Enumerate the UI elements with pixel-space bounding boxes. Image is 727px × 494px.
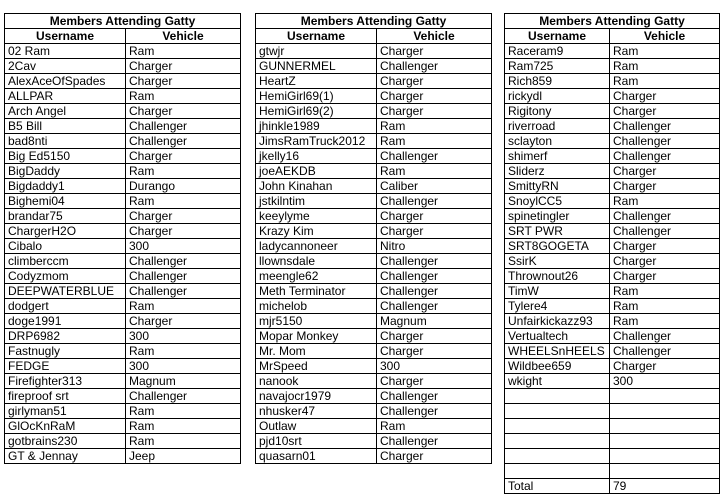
vehicle-cell: Ram [610, 74, 720, 89]
vehicle-cell: Magnum [377, 314, 492, 329]
table-row [256, 404, 492, 419]
vehicle-cell: Ram [126, 404, 241, 419]
vehicle-cell: Ram [126, 419, 241, 434]
username-cell: SsirK [505, 254, 610, 269]
vehicle-cell: Ram [126, 44, 241, 59]
table-title: Members Attending Gatty [5, 14, 241, 29]
table-row [505, 194, 720, 209]
attendance-table-2 [255, 13, 492, 464]
vehicle-cell: Challenger [377, 434, 492, 449]
table-row [505, 389, 720, 404]
attendance-table-1 [4, 13, 241, 464]
username-cell: nanook [256, 374, 377, 389]
username-cell: Rich859 [505, 74, 610, 89]
table-row [505, 164, 720, 179]
table-row [505, 434, 720, 449]
username-cell: dodgert [5, 299, 126, 314]
vehicle-cell [610, 449, 720, 464]
username-cell: Firefighter313 [5, 374, 126, 389]
table-row [505, 299, 720, 314]
username-cell [505, 434, 610, 449]
username-cell: doge1991 [5, 314, 126, 329]
vehicle-cell: Nitro [377, 239, 492, 254]
total-label: Total [505, 479, 610, 494]
username-cell: jhinkle1989 [256, 119, 377, 134]
username-cell: B5 Bill [5, 119, 126, 134]
total-value: 79 [610, 479, 720, 494]
username-cell: ALLPAR [5, 89, 126, 104]
username-cell: Outlaw [256, 419, 377, 434]
vehicle-cell: Challenger [126, 119, 241, 134]
vehicle-cell: Charger [377, 374, 492, 389]
username-cell: SnoylCC5 [505, 194, 610, 209]
username-cell: Bighemi04 [5, 194, 126, 209]
table-row [256, 329, 492, 344]
vehicle-cell: Ram [377, 119, 492, 134]
table-row [256, 209, 492, 224]
table-row [5, 404, 241, 419]
username-cell: jkelly16 [256, 149, 377, 164]
vehicle-cell: Charger [126, 314, 241, 329]
table-title: Members Attending Gatty [505, 14, 720, 29]
username-cell: HemiGirl69(2) [256, 104, 377, 119]
username-cell: Bigdaddy1 [5, 179, 126, 194]
table-body [5, 44, 241, 464]
username-cell: Rigitony [505, 104, 610, 119]
table-row [5, 44, 241, 59]
table-row [505, 284, 720, 299]
vehicle-cell: Ram [610, 314, 720, 329]
username-cell: DRP6982 [5, 329, 126, 344]
table-body [256, 44, 492, 464]
username-cell: mjr5150 [256, 314, 377, 329]
username-cell: Krazy Kim [256, 224, 377, 239]
username-cell: jstkilntim [256, 194, 377, 209]
username-cell: Tylere4 [505, 299, 610, 314]
vehicle-cell: Ram [126, 434, 241, 449]
username-cell: ladycannoneer [256, 239, 377, 254]
vehicle-cell: Ram [377, 419, 492, 434]
table-row [5, 269, 241, 284]
vehicle-cell: 300 [377, 359, 492, 374]
username-cell: spinetingler [505, 209, 610, 224]
username-cell: SRT8GOGETA [505, 239, 610, 254]
vehicle-cell: Charger [126, 149, 241, 164]
username-cell: bad8nti [5, 134, 126, 149]
vehicle-cell: Magnum [126, 374, 241, 389]
vehicle-cell: Charger [610, 89, 720, 104]
username-cell: wkight [505, 374, 610, 389]
vehicle-cell [610, 389, 720, 404]
table-row [5, 284, 241, 299]
vehicle-cell: Charger [126, 104, 241, 119]
table-row [256, 239, 492, 254]
vehicle-cell: 300 [610, 374, 720, 389]
username-cell: brandar75 [5, 209, 126, 224]
table-row [505, 404, 720, 419]
column-header-username: Username [256, 29, 377, 44]
username-cell [505, 449, 610, 464]
vehicle-cell: Charger [610, 269, 720, 284]
username-cell: Big Ed5150 [5, 149, 126, 164]
table-row [5, 209, 241, 224]
table-row [505, 104, 720, 119]
table-row [5, 314, 241, 329]
vehicle-cell: Challenger [377, 149, 492, 164]
table-row [256, 344, 492, 359]
vehicle-cell: Challenger [126, 134, 241, 149]
table-row [256, 449, 492, 464]
vehicle-cell: Charger [377, 89, 492, 104]
vehicle-cell: 300 [126, 329, 241, 344]
username-cell: DEEPWATERBLUE [5, 284, 126, 299]
username-cell: Unfairkickazz93 [505, 314, 610, 329]
table-row [505, 314, 720, 329]
table-row [5, 449, 241, 464]
username-cell: SRT PWR [505, 224, 610, 239]
username-cell: sclayton [505, 134, 610, 149]
vehicle-cell: Charger [610, 164, 720, 179]
vehicle-cell: Charger [610, 239, 720, 254]
vehicle-cell: Caliber [377, 179, 492, 194]
table-row [505, 74, 720, 89]
vehicle-cell: Challenger [377, 194, 492, 209]
username-cell: Codyzmom [5, 269, 126, 284]
table-row [505, 44, 720, 59]
username-cell: John Kinahan [256, 179, 377, 194]
table-row [256, 254, 492, 269]
table-row [5, 119, 241, 134]
table-row [505, 149, 720, 164]
table-row [505, 464, 720, 479]
table-row [5, 59, 241, 74]
username-cell: FEDGE [5, 359, 126, 374]
table-row [256, 224, 492, 239]
username-cell: gtwjr [256, 44, 377, 59]
vehicle-cell: Challenger [377, 299, 492, 314]
vehicle-cell: Challenger [377, 254, 492, 269]
username-cell: quasarn01 [256, 449, 377, 464]
table-row [505, 89, 720, 104]
vehicle-cell: Ram [610, 44, 720, 59]
vehicle-cell: Ram [126, 344, 241, 359]
username-cell: pjd10srt [256, 434, 377, 449]
table-row [256, 179, 492, 194]
table-row [505, 239, 720, 254]
vehicle-cell: Challenger [610, 149, 720, 164]
username-cell [505, 419, 610, 434]
username-cell: navajocr1979 [256, 389, 377, 404]
vehicle-cell: Challenger [377, 284, 492, 299]
vehicle-cell: Charger [610, 179, 720, 194]
username-cell: shimerf [505, 149, 610, 164]
vehicle-cell: Charger [610, 104, 720, 119]
vehicle-cell: Ram [610, 59, 720, 74]
table-row [5, 329, 241, 344]
username-cell: riverroad [505, 119, 610, 134]
vehicle-cell: Charger [377, 329, 492, 344]
table-row [256, 359, 492, 374]
username-cell: Sliderz [505, 164, 610, 179]
table-row [5, 164, 241, 179]
table-row [5, 134, 241, 149]
vehicle-cell: Challenger [377, 269, 492, 284]
table-row [256, 44, 492, 59]
username-cell: BigDaddy [5, 164, 126, 179]
vehicle-cell: Challenger [126, 284, 241, 299]
table-row [505, 119, 720, 134]
table-row [256, 299, 492, 314]
table-row [5, 254, 241, 269]
attendance-table-3 [504, 13, 720, 494]
table-row [256, 119, 492, 134]
table-row [5, 179, 241, 194]
table-row [5, 344, 241, 359]
username-cell: Mr. Mom [256, 344, 377, 359]
username-cell: Thrownout26 [505, 269, 610, 284]
vehicle-cell: Charger [377, 44, 492, 59]
table-row [5, 239, 241, 254]
vehicle-cell: Challenger [610, 224, 720, 239]
total-row [505, 479, 720, 494]
column-header-username: Username [5, 29, 126, 44]
table-row [256, 89, 492, 104]
username-cell [505, 404, 610, 419]
table-row [5, 389, 241, 404]
vehicle-cell: Ram [126, 89, 241, 104]
vehicle-cell: Challenger [126, 269, 241, 284]
column-header-vehicle: Vehicle [610, 29, 720, 44]
username-cell: GT & Jennay [5, 449, 126, 464]
table-row [5, 359, 241, 374]
vehicle-cell [610, 419, 720, 434]
username-cell: Fastnugly [5, 344, 126, 359]
vehicle-cell: Ram [126, 194, 241, 209]
column-header-username: Username [505, 29, 610, 44]
vehicle-cell [610, 434, 720, 449]
username-cell: Vertualtech [505, 329, 610, 344]
username-cell: ChargerH2O [5, 224, 126, 239]
table-row [5, 194, 241, 209]
username-cell: keeylyme [256, 209, 377, 224]
table-row [505, 59, 720, 74]
table-row [505, 419, 720, 434]
table-row [256, 434, 492, 449]
table-row [505, 254, 720, 269]
vehicle-cell: Durango [126, 179, 241, 194]
username-cell: HemiGirl69(1) [256, 89, 377, 104]
table-row [256, 419, 492, 434]
username-cell: meengle62 [256, 269, 377, 284]
table-row [256, 104, 492, 119]
table-row [256, 134, 492, 149]
username-cell: Ram725 [505, 59, 610, 74]
vehicle-cell: Ram [610, 284, 720, 299]
vehicle-cell: Challenger [377, 389, 492, 404]
username-cell: 2Cav [5, 59, 126, 74]
vehicle-cell: Charger [126, 59, 241, 74]
username-cell: HeartZ [256, 74, 377, 89]
table-row [256, 374, 492, 389]
table-row [505, 359, 720, 374]
username-cell [505, 389, 610, 404]
vehicle-cell: Charger [610, 359, 720, 374]
username-cell: gotbrains230 [5, 434, 126, 449]
username-cell: michelob [256, 299, 377, 314]
column-header-vehicle: Vehicle [377, 29, 492, 44]
vehicle-cell [610, 464, 720, 479]
username-cell: joeAEKDB [256, 164, 377, 179]
table-body [505, 44, 720, 479]
username-cell: GlOcKnRaM [5, 419, 126, 434]
vehicle-cell: Challenger [610, 329, 720, 344]
username-cell: rickydl [505, 89, 610, 104]
table-row [505, 224, 720, 239]
username-cell: nhusker47 [256, 404, 377, 419]
vehicle-cell: Ram [610, 299, 720, 314]
vehicle-cell: Charger [126, 74, 241, 89]
table-row [256, 314, 492, 329]
table-row [256, 269, 492, 284]
vehicle-cell: Charger [126, 224, 241, 239]
table-row [5, 434, 241, 449]
table-row [505, 329, 720, 344]
table-row [256, 59, 492, 74]
username-cell: Raceram9 [505, 44, 610, 59]
vehicle-cell: 300 [126, 239, 241, 254]
username-cell: Meth Terminator [256, 284, 377, 299]
vehicle-cell: Ram [126, 299, 241, 314]
username-cell: Cibalo [5, 239, 126, 254]
vehicle-cell: Charger [377, 74, 492, 89]
vehicle-cell: Charger [377, 344, 492, 359]
username-cell: MrSpeed [256, 359, 377, 374]
table-row [256, 164, 492, 179]
table-row [256, 389, 492, 404]
username-cell: AlexAceOfSpades [5, 74, 126, 89]
table-row [505, 134, 720, 149]
table-row [5, 299, 241, 314]
username-cell: Mopar Monkey [256, 329, 377, 344]
table-row [5, 419, 241, 434]
username-cell: WHEELSnHEELS [505, 344, 610, 359]
vehicle-cell: Challenger [377, 404, 492, 419]
username-cell: SmittyRN [505, 179, 610, 194]
username-cell [505, 464, 610, 479]
vehicle-cell: Challenger [610, 209, 720, 224]
vehicle-cell: Challenger [610, 119, 720, 134]
vehicle-cell: Charger [610, 254, 720, 269]
vehicle-cell: Charger [377, 224, 492, 239]
table-title: Members Attending Gatty [256, 14, 492, 29]
table-row [5, 89, 241, 104]
table-row [256, 284, 492, 299]
username-cell: JimsRamTruck2012 [256, 134, 377, 149]
table-row [505, 374, 720, 389]
username-cell: Wildbee659 [505, 359, 610, 374]
table-row [256, 194, 492, 209]
vehicle-cell: Ram [610, 194, 720, 209]
vehicle-cell [610, 404, 720, 419]
username-cell: girlyman51 [5, 404, 126, 419]
table-row [505, 344, 720, 359]
vehicle-cell: Charger [126, 209, 241, 224]
column-header-vehicle: Vehicle [126, 29, 241, 44]
username-cell: llownsdale [256, 254, 377, 269]
username-cell: climberccm [5, 254, 126, 269]
table-row [505, 209, 720, 224]
table-row [5, 374, 241, 389]
vehicle-cell: Ram [377, 164, 492, 179]
table-row [256, 74, 492, 89]
vehicle-cell: Charger [377, 449, 492, 464]
username-cell: Arch Angel [5, 104, 126, 119]
username-cell: TimW [505, 284, 610, 299]
table-row [505, 179, 720, 194]
username-cell: GUNNERMEL [256, 59, 377, 74]
table-row [5, 224, 241, 239]
vehicle-cell: Ram [377, 134, 492, 149]
table-row [5, 149, 241, 164]
vehicle-cell: Ram [126, 164, 241, 179]
table-row [505, 449, 720, 464]
vehicle-cell: Challenger [610, 134, 720, 149]
table-row [256, 149, 492, 164]
vehicle-cell: 300 [126, 359, 241, 374]
vehicle-cell: Challenger [126, 254, 241, 269]
username-cell: fireproof srt [5, 389, 126, 404]
vehicle-cell: Challenger [377, 59, 492, 74]
vehicle-cell: Charger [377, 104, 492, 119]
vehicle-cell: Jeep [126, 449, 241, 464]
vehicle-cell: Challenger [126, 389, 241, 404]
vehicle-cell: Charger [377, 209, 492, 224]
table-row [505, 269, 720, 284]
username-cell: 02 Ram [5, 44, 126, 59]
vehicle-cell: Challenger [610, 344, 720, 359]
table-row [5, 74, 241, 89]
table-row [5, 104, 241, 119]
